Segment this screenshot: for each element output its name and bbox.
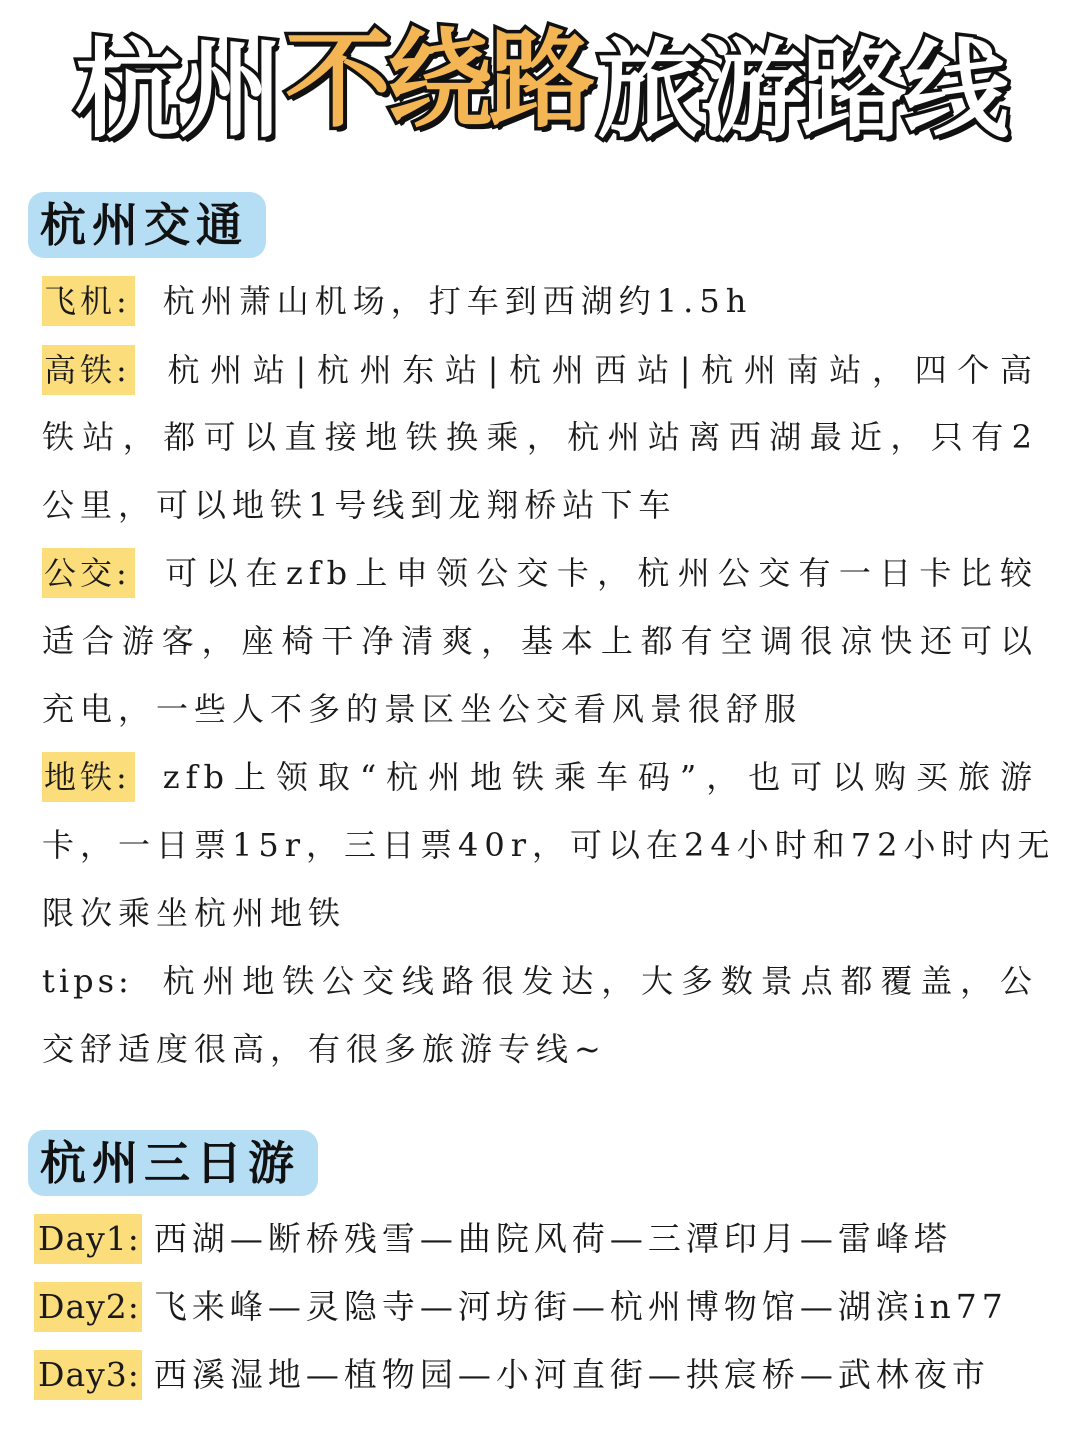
day-2-tag: Day2:	[34, 1282, 142, 1332]
hsr-text-line-1: 杭州站|杭州东站|杭州西站|杭州南站，四个高	[162, 351, 1038, 389]
bus-text-line-3: 充电，一些人不多的景区坐公交看风景很舒服	[42, 690, 803, 728]
title-part-2: 不绕路	[285, 19, 591, 142]
title-part-1: 杭州	[75, 29, 279, 152]
day-3-route: 西溪湿地—植物园—小河直街—拱宸桥—武林夜市	[153, 1355, 990, 1394]
tips-text-line-2: 交舒适度很高，有很多旅游专线~	[42, 1030, 607, 1068]
tips-tag: tips:	[42, 962, 133, 1000]
bus-row	[42, 548, 1038, 598]
day-3-tag: Day3:	[34, 1350, 142, 1400]
bus-tag: 公交:	[42, 548, 135, 598]
page-title	[0, 16, 1080, 166]
trip-section-header: 杭州三日游	[28, 1130, 318, 1196]
day-3-row	[34, 1350, 990, 1400]
tips-text-line-1: 杭州地铁公交线路很发达，大多数景点都覆盖，公	[160, 962, 1038, 1000]
metro-text-line-2: 卡，一日票15r，三日票40r，可以在24小时和72小时内无	[42, 826, 1056, 864]
day-2-route: 飞来峰—灵隐寺—河坊街—杭州博物馆—湖滨in77	[153, 1287, 1008, 1326]
day-1-tag: Day1:	[34, 1214, 142, 1264]
plane-text: 杭州萧山机场，打车到西湖约1.5h	[162, 282, 753, 320]
metro-text-line-3: 限次乘坐杭州地铁	[42, 894, 347, 932]
plane-row	[42, 276, 752, 326]
tips-row	[42, 956, 1038, 1006]
plane-tag: 飞机:	[42, 276, 135, 326]
hsr-row	[42, 345, 1038, 395]
day-2-row	[34, 1282, 1008, 1332]
bus-text-line-2: 适合游客，座椅干净清爽，基本上都有空调很凉快还可以	[42, 622, 1038, 660]
metro-row	[42, 752, 1038, 802]
bus-text-line-1: 可以在zfb上申领公交卡，杭州公交有一日卡比较	[162, 554, 1038, 592]
transport-section-header: 杭州交通	[28, 192, 266, 258]
metro-text-line-1: zfb上领取“杭州地铁乘车码”，也可以购买旅游	[162, 758, 1038, 796]
metro-tag: 地铁:	[42, 752, 135, 802]
day-1-route: 西湖—断桥残雪—曲院风荷—三潭印月—雷峰塔	[153, 1219, 952, 1258]
title-part-3: 旅游路线	[597, 29, 1005, 152]
hsr-text-line-3: 公里，可以地铁1号线到龙翔桥站下车	[42, 486, 677, 524]
day-1-row	[34, 1214, 952, 1264]
hsr-tag: 高铁:	[42, 345, 135, 395]
hsr-text-line-2: 铁站，都可以直接地铁换乘，杭州站离西湖最近，只有2	[42, 418, 1038, 456]
